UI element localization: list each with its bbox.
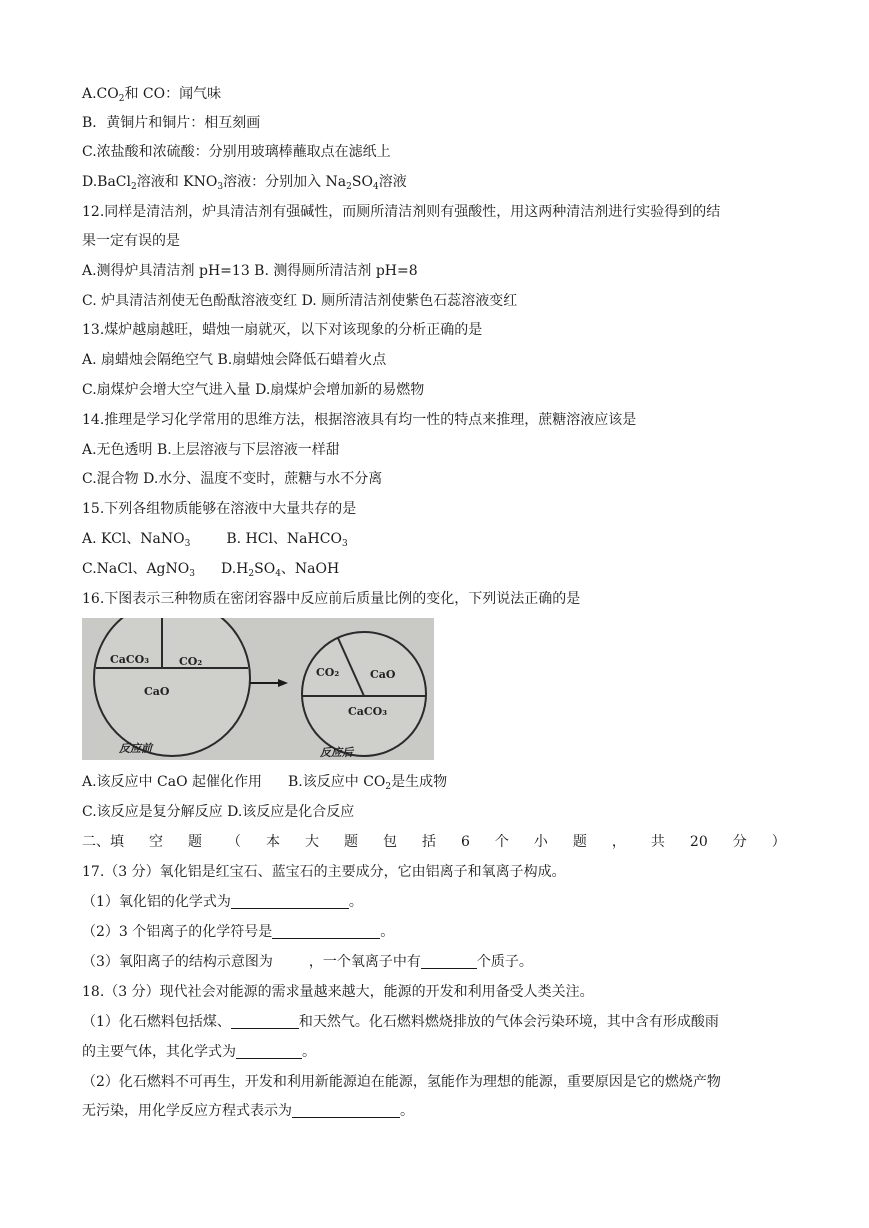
q16-options-ab: A.该反应中 CaO 起催化作用 B.该反应中 $CO_2$是生成物 <box>82 774 448 792</box>
q18-part1-line2: 的主要气体，其化学式为 。 <box>82 1044 316 1060</box>
q18-part2-line2: 无污染，用化学反应方程式表示为 。 <box>82 1103 414 1119</box>
q16-options-cd: C.该反应是复分解反应 D.该反应是化合反应 <box>82 804 355 820</box>
before-caption: 反应前 <box>119 742 152 755</box>
q17-part1: （1）氧化铝的化学式为 。 <box>82 894 363 910</box>
q14-options-cd: C.混合物 D.水分、温度不变时，蔗糖与水不分离 <box>82 471 383 487</box>
q17-blank-2[interactable] <box>272 924 380 939</box>
before-cao-label: CaO <box>144 685 170 698</box>
q18-stem: 18.（3 分）现代社会对能源的需求量越来越大，能源的开发和利用备受人类关注。 <box>82 984 594 1000</box>
q15-stem: 15.下列各组物质能够在溶液中大量共存的是 <box>82 501 357 517</box>
q18-blank-3[interactable] <box>292 1103 400 1118</box>
q17-blank-3[interactable] <box>421 954 477 969</box>
q18-blank-1[interactable] <box>231 1014 299 1029</box>
q18-part2-line1: （2）化石燃料不可再生，开发和利用新能源迫在能源，氢能作为理想的能源，重要原因是它的燃烧产物 <box>82 1074 721 1090</box>
q11-option-c: C.浓盐酸和浓硫酸：分别用玻璃棒蘸取点在滤纸上 <box>82 144 391 160</box>
q11-option-b: B．黄铜片和铜片：相互刻画 <box>82 115 261 131</box>
q12-stem-line1: 12.同样是清洁剂，炉具清洁剂有强碱性，而厕所清洁剂则有强酸性，用这两种清洁剂进行实验得到的结 <box>82 204 721 220</box>
pie-diagram <box>82 618 434 760</box>
q16-stem: 16.下图表示三种物质在密闭容器中反应前后质量比例的变化，下列说法正确的是 <box>82 591 581 607</box>
after-cao-label: CaO <box>370 668 396 681</box>
before-pie-circle <box>94 618 250 756</box>
before-caco3-label: CaCO₃ <box>110 653 150 666</box>
q18-part1-line1: （1）化石燃料包括煤、 和天然气。化石燃料燃烧排放的气体会污染环境，其中含有形成酸雨 <box>82 1014 719 1030</box>
q12-stem-line2: 果一定有误的是 <box>82 233 180 249</box>
q13-options-cd: C.扇煤炉会增大空气进入量 D.扇煤炉会增加新的易燃物 <box>82 382 425 398</box>
q17-stem: 17.（3 分）氧化铝是红宝石、蓝宝石的主要成分，它由铝离子和氧离子构成。 <box>82 864 566 880</box>
q17-part2: （2）3 个铝离子的化学符号是 。 <box>82 924 395 940</box>
q17-part3: （3）氧阳离子的结构示意图为 ，一个氧离子中有 个质子。 <box>82 954 533 970</box>
q14-options-ab: A.无色透明 B.上层溶液与下层溶液一样甜 <box>82 442 340 458</box>
q18-blank-2[interactable] <box>236 1044 302 1059</box>
before-co2-label: CO₂ <box>179 655 203 668</box>
q15-options-cd: C.NaCl、AgNO$_3$ $D.H_2SO_4$、NaOH <box>82 561 340 579</box>
after-co2-label: CO₂ <box>316 666 340 679</box>
after-caco3-label: CaCO₃ <box>348 705 388 718</box>
reaction-arrow-head <box>278 679 288 687</box>
q14-stem: 14.推理是学习化学常用的思维方法，根据溶液具有均一性的特点来推理，蔗糖溶液应该是 <box>82 412 637 428</box>
q12-options-cd: C. 炉具清洁剂使无色酚酞溶液变红 D. 厕所清洁剂使紫色石蕊溶液变红 <box>82 293 518 309</box>
q11-option-a: $A.CO_2$和 CO：闻气味 <box>82 86 222 104</box>
q16-pie-figure <box>82 618 434 760</box>
q11-option-d: D.BaCl$_2$溶液和 $KNO_3$溶液：分别加入 $Na_2SO_4$溶液 <box>82 174 407 192</box>
section-2-heading: 二、填 空 题 （ 本 大 题 包 括 6 个 小 题 ， 共 20 分 ） <box>82 834 786 850</box>
q13-stem: 13.煤炉越扇越旺，蜡烛一扇就灭，以下对该现象的分析正确的是 <box>82 322 483 338</box>
q17-blank-1[interactable] <box>231 894 349 909</box>
q13-options-ab: A. 扇蜡烛会隔绝空气 B.扇蜡烛会降低石蜡着火点 <box>82 352 387 368</box>
after-caption: 反应后 <box>320 746 353 759</box>
q12-options-ab: A.测得炉具清洁剂 pH=13 B. 测得厕所清洁剂 pH=8 <box>82 263 418 279</box>
q15-options-ab: A. KCl、NaNO$_3$ B. HCl、NaHCO$_3$ <box>82 531 348 549</box>
